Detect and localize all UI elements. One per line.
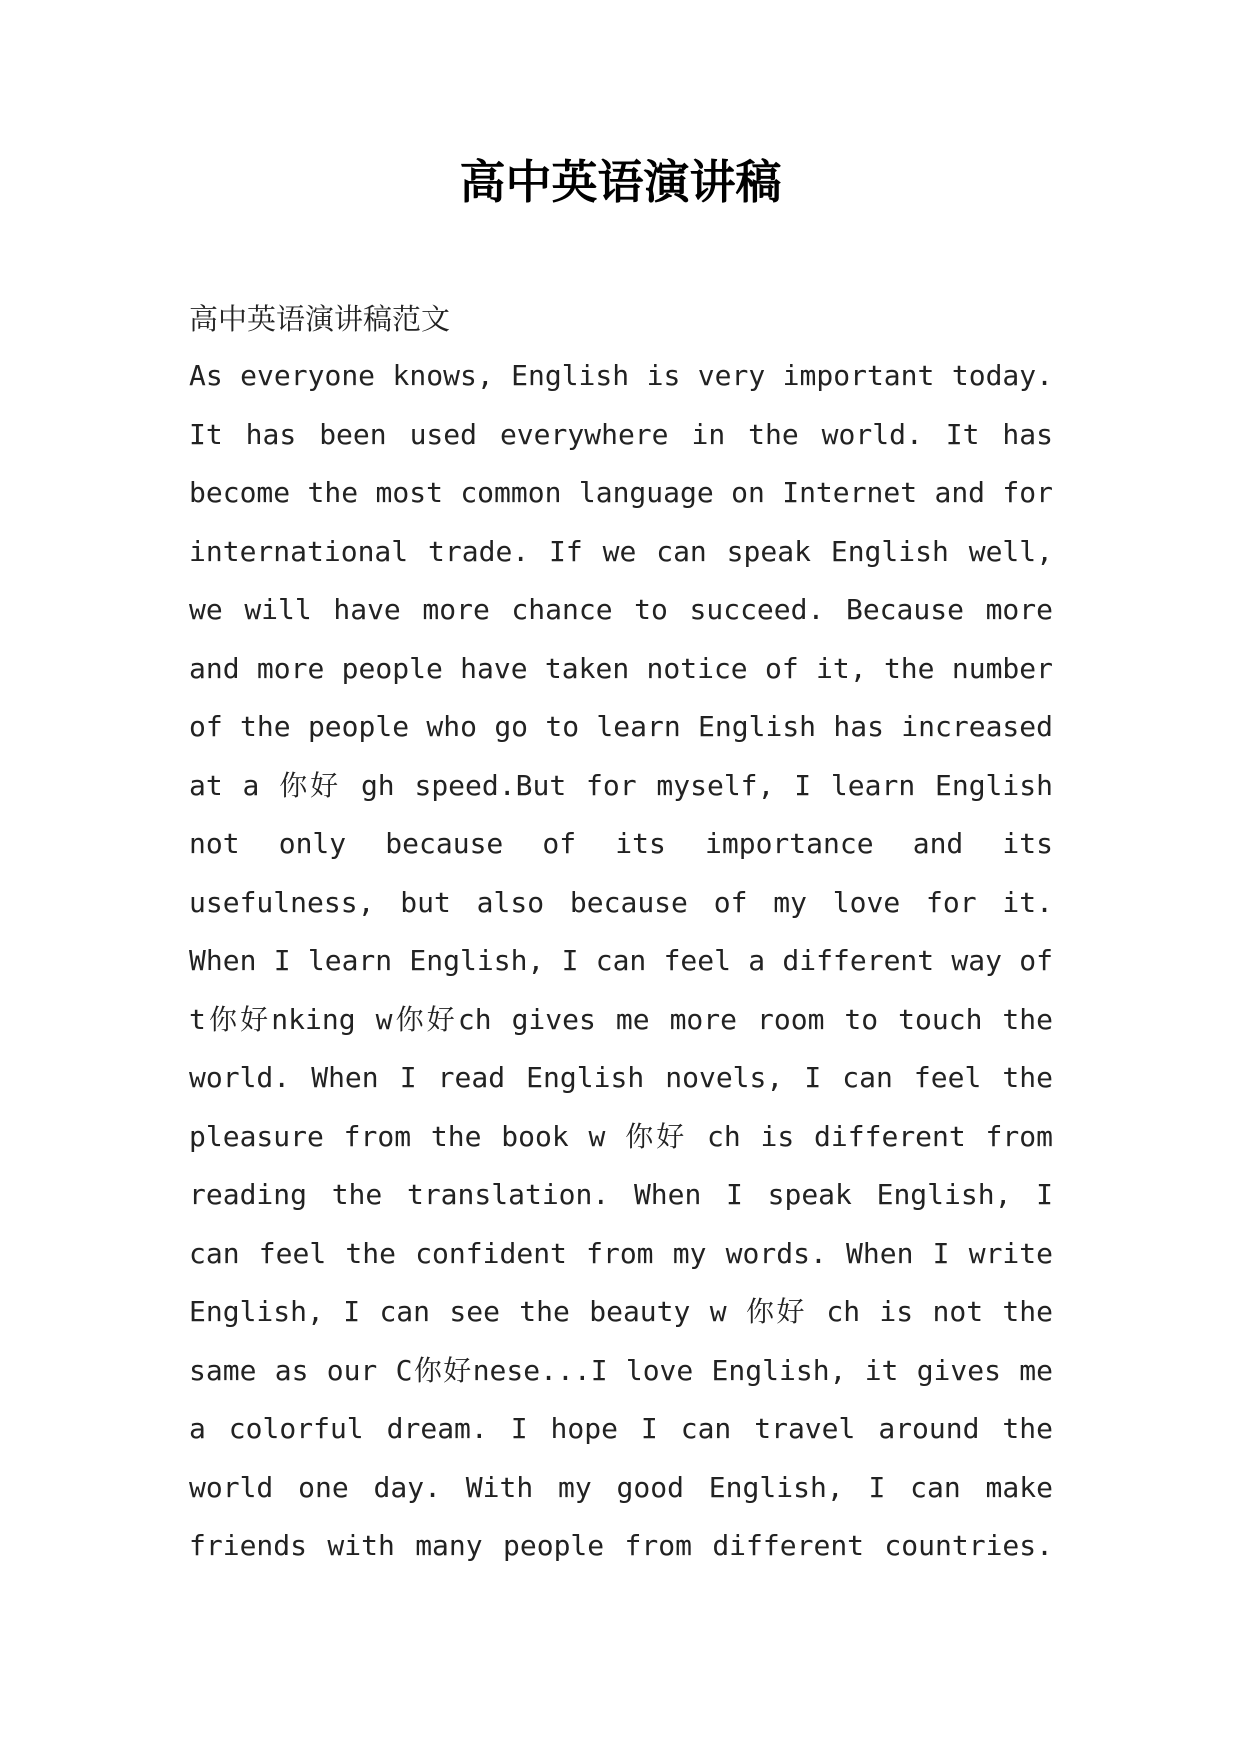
body-line: can feel the confident from my words. When I write [189,1236,1053,1270]
body-line: As everyone knows, English is very important today. [189,359,1053,392]
body-line: t你好nking w你好ch gives me more room to touch the [189,1002,1053,1036]
body-line: a colorful dream. I hope I can travel around the [189,1412,1053,1445]
document-body [189,347,1053,1576]
body-line: world one day. With my good English, I can make [189,1470,1053,1504]
body-line: same as our C你好nese...I love English, it gives me [189,1353,1053,1387]
body-line: When I learn English, I can feel a different way of [189,944,1053,977]
body-line: at a 你好 gh speed.But for myself, I learn English [189,768,1053,802]
body-line: not only because of its importance and its [189,827,1053,860]
body-line: reading the translation. When I speak English, I [189,1178,1053,1211]
body-line: It has been used everywhere in the world. It has [189,417,1053,451]
body-line: become the most common language on Internet and for [189,476,1053,509]
document-subtitle: 高中英语演讲稿范文 [189,302,451,336]
body-line: English, I can see the beauty w 你好 ch is not the [189,1295,1053,1328]
body-line: we will have more chance to succeed. Because more [189,593,1053,626]
body-line: usefulness, but also because of my love for it. [189,885,1053,919]
body-line: world. When I read English novels, I can feel the [189,1061,1053,1094]
body-line: pleasure from the book w 你好 ch is different from [189,1119,1053,1153]
document-title: 高中英语演讲稿 [459,155,782,209]
body-line: and more people have taken notice of it, the number [189,651,1053,685]
body-line: international trade. If we can speak English well, [189,534,1053,568]
body-line: of the people who go to learn English has increased [189,710,1053,743]
body-line: friends with many people from different countries. [189,1529,1053,1562]
